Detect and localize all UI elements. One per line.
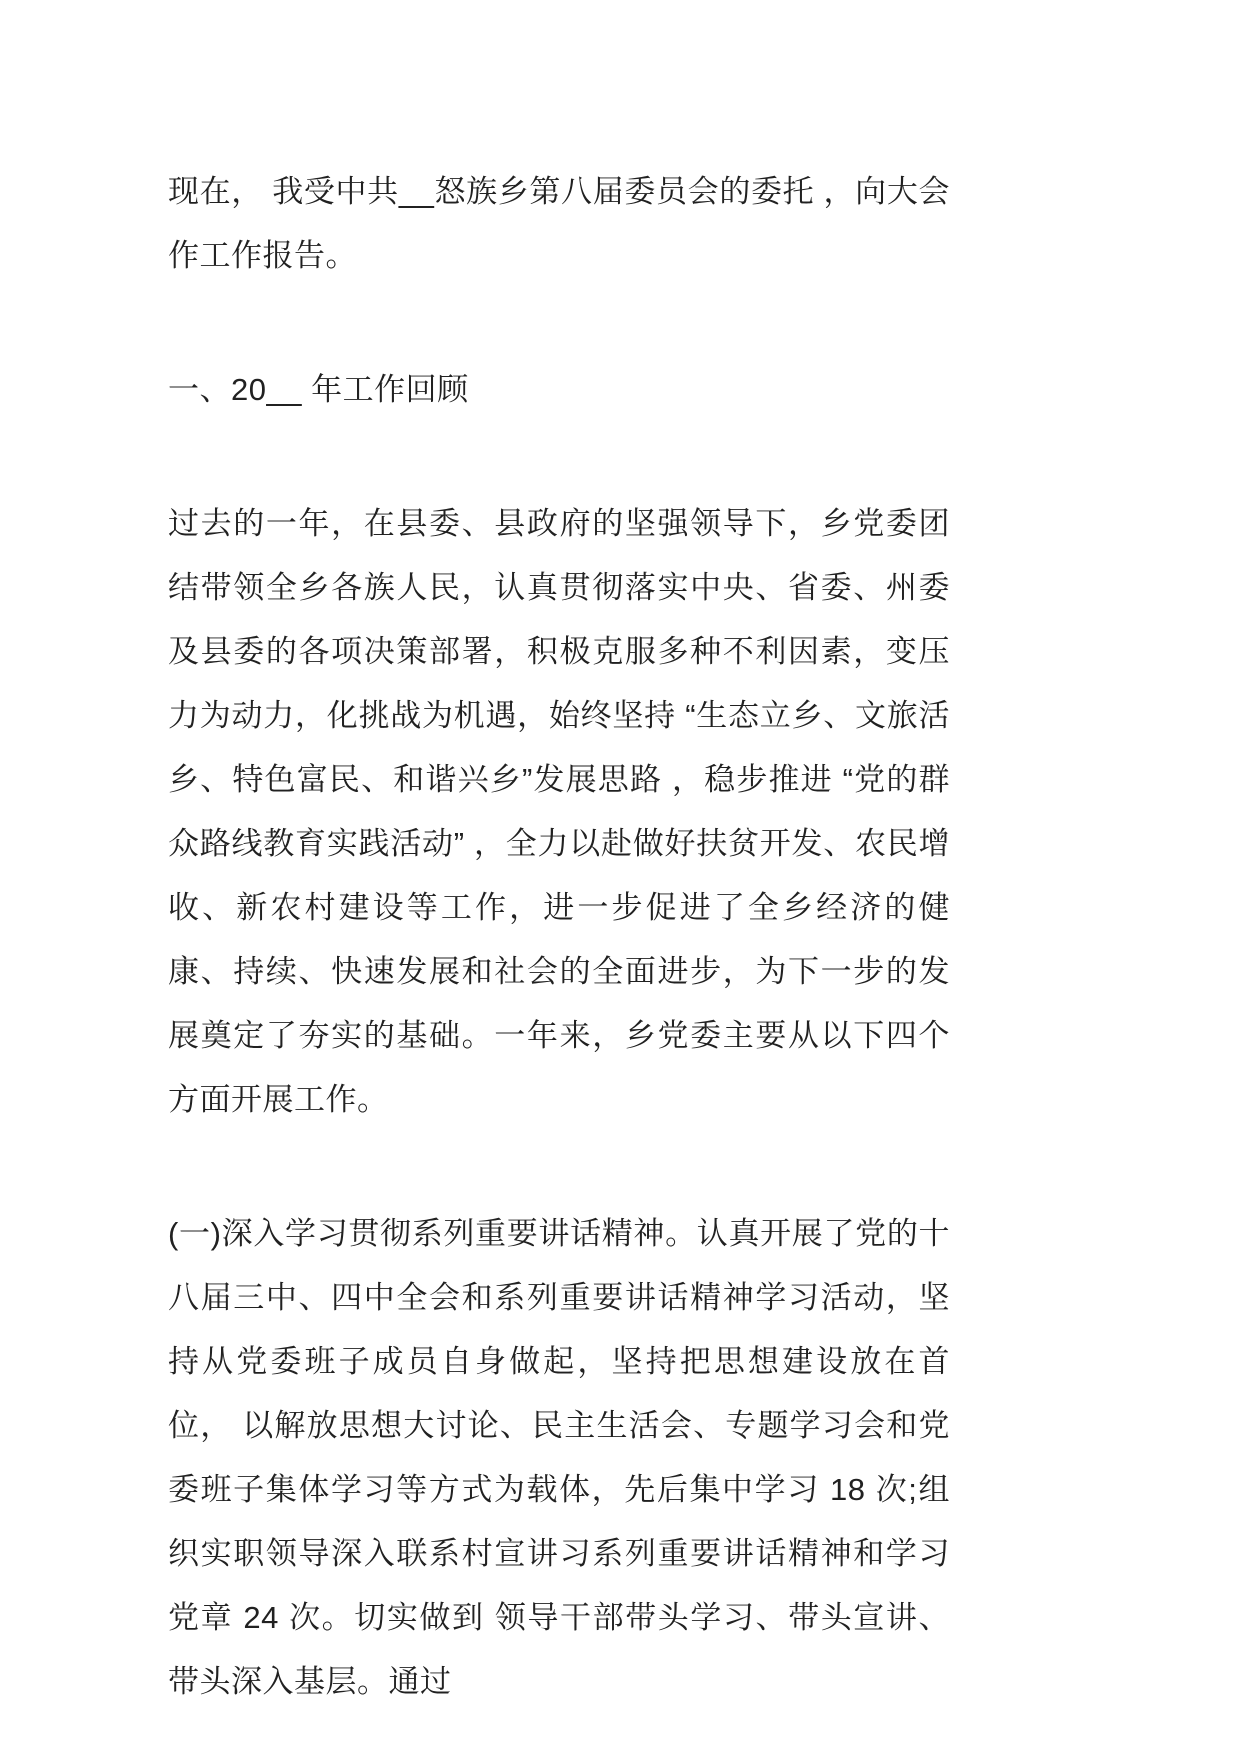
- section-heading-work-review: 一、20__ 年工作回顾: [168, 372, 469, 407]
- paragraph-year-review: 过去的一年，在县委、县政府的坚强领导下，乡党委团结带领全乡各族人民，认真贯彻落实中央、省委、州委及县委的各项决策部署，积极克服多种不利因素，变压力为动力，化挑战为机遇，始终坚持 “生态立乡、文旅活乡、特色富民、和谐兴乡”发展思路 ，稳步推进 “党的群众路线教育实践活动” ，全力以赴做好扶贫开发、农民增收、新农村建设等工作，进一步促进了全乡经济的健康、持续、快速发展和社会的全面进步，为下一步的发展奠定了夯实的基础。一年来，乡党委主要从以下四个方面开展工作。: [168, 506, 950, 1117]
- paragraph-study-implementation: (一)深入学习贯彻系列重要讲话精神。认真开展了党的十八届三中、四中全会和系列重要讲话精神学习活动，坚持从党委班子成员自身做起，坚持把思想建设放在首位， 以解放思想大讨论、民主生活会、专题学习会和党委班子集体学习等方式为载体，先后集中学习 18 次;组织实职领导深入联系村宣讲习系列重要讲话精神和学习党章 24 次。切实做到 领导干部带头学习、带头宣讲、带头深入基层。通过: [168, 1216, 950, 1699]
- paragraph-intro: 现在， 我受中共__怒族乡第八届委员会的委托 ，向大会作工作报告。: [168, 174, 950, 273]
